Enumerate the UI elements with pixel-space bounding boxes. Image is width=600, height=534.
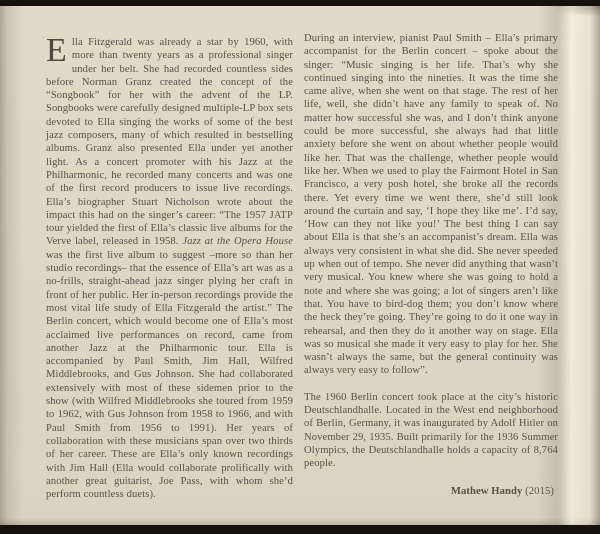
right-column	[304, 32, 558, 498]
booklet-page	[0, 6, 600, 525]
venue-paragraph: The 1960 Berlin concert took place at the city’s historic Deutschlandhalle. Located in the West end neighborhood of Berlin, Germany, it was inaugurated by Adolf Hitler on November 29, 1935. Built primarily for the 1936 Summer Olympics, the Deutschlandhalle holds a capacity of 8,764 people.	[304, 391, 558, 470]
left-column	[46, 32, 293, 514]
signature-year: (2015)	[525, 485, 554, 497]
author-signature	[304, 485, 558, 498]
paul-smith-quote-paragraph: During an interview, pianist Paul Smith – Ella’s primary accompanist for the Berlin concert – spoke about the singer: “Music singing is her life. That’s why she continued singing into the nineties. It was the time she came alive, when she went on that stage. The rest of her life, well, she didn’t have any family to speak of. No matter how successful she was, and I don’t think anyone could be more successful, she always had that little anxiety before she went on about whether people would like her. That was the challenge, whether people would like her. When we used to play the Fairmont Hotel in San Francisco, a very posh hotel, she broke all the records there. Yet every time we went there, she’d still look around the curtain and say, ‘I hope they like me’. I’d say, ‘How can they not like you!’ The best thing I can say about Ella is that she’s an accompanist’s dream. Ella was always very consistent in what she did. She never speeded up when out of tempo. She never did anything that wasn’t very musical. You knew where she was going to hold a note and where she was going; a lot of singers aren’t like that. You have to bird-dog them; you don’t know where the heck they’re going. They’re going to do it one way in rehearsal, and then they do it another way on stage. Ella was so musical she made it very easy to play for her. She wasn’t always the same, but the general continuity was always very easy to follow”.	[304, 33, 558, 377]
liner-notes-paragraph	[46, 32, 293, 501]
signature-name: Mathew Handy	[450, 485, 523, 497]
liner-notes-text: lla Fitzgerald was already a star by 1960, with more than twenty years as a professional singer under her belt. She had recorded countless sides before Norman Granz created the concept of the “Songbook” for her with the advent of the LP. Songbooks were carefully designed multiple-LP box sets devoted to Ella singing the works of some of the best jazz composers, many of which resulted in bestselling albums. Granz also presented Ella under yet another light. As a concert promoter with his Jazz at the Philharmonic, he recorded many concerts and was one of the first record producers to issue live recordings. Ella’s biographer Stuart Nicholson wrote about the impact this had on the singer’s career: “The 1957 JATP tour yielded the first of Ella’s classic live albums for the Verve label, released in 1958. Jazz at the Opera House was the first live album to suggest –more so than her studio recordings– that the essence of Ella’s art was as a no-frills, straight-ahead jazz singer plying her craft in front of her public. Her in-person recordings provide the most vital life study of Ella Fitzgerald the artist.” The Berlin concert, which would become one of Ella’s most acclaimed live performances on record, came from another Jazz at the Philharmonic tour. Ella is accompanied by Paul Smith, Jim Hall, Wilfred Middlebrooks, and Gus Johnson. She had collaborated extensively with most of these sidemen prior to the show (with Wilfred Middlebrooks she toured from 1959 to 1962, with Gus Johnson from 1958 to 1966, and with Paul Smith from 1956 to 1991). Her years of collaboration with these musicians span over two thirds of her career. These are Ella’s only known recordings with Jim Hall (Ella would collaborate prolifically with another great guitarist, Joe Pass, with whom she’d perform countless duets).	[46, 37, 293, 501]
drop-cap: E	[46, 32, 67, 69]
